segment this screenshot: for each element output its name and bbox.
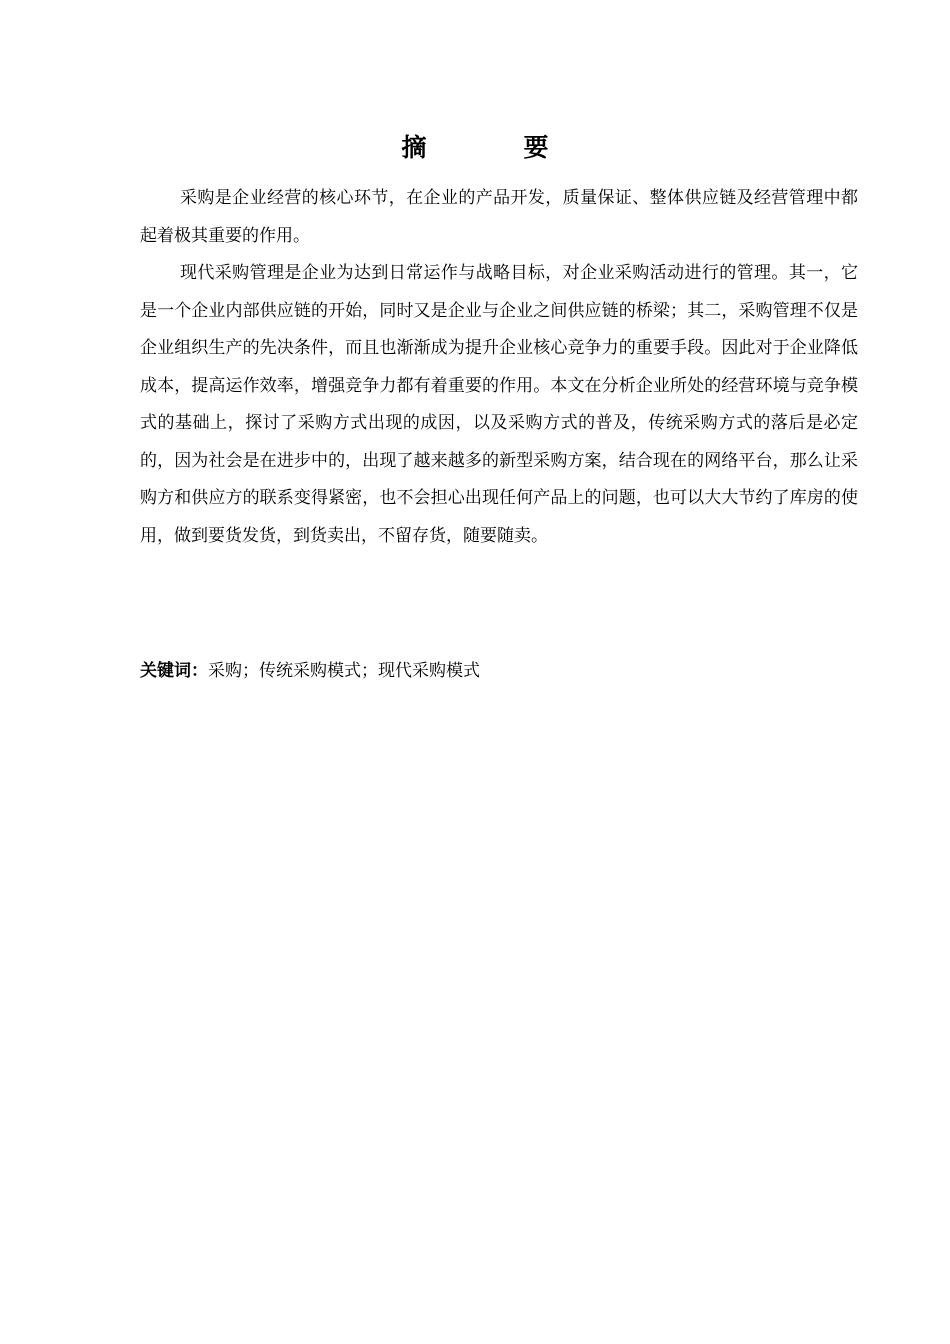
keywords-value: 采购；传统采购模式；现代采购模式 [208,661,480,681]
abstract-body [140,180,858,555]
abstract-paragraph-1: 采购是企业经营的核心环节，在企业的产品开发，质量保证、整体供应链及经营管理中都起着极其重要的作用。 [140,188,858,246]
page-title: 摘 要 [401,133,585,162]
abstract-paragraph-2: 现代采购管理是企业为达到日常运作与战略目标，对企业采购活动进行的管理。其一，它是一个企业内部供应链的开始，同时又是企业与企业之间供应链的桥梁；其二，采购管理不仅是企业组织生产的先决条件，而且也渐渐成为提升企业核心竞争力的重要手段。因此对于企业降低成本，提高运作效率，增强竞争力都有着重要的作用。本文在分析企业所处的经营环境与竞争模式的基础上，探讨了采购方式出现的成因，以及采购方式的普及，传统采购方式的落后是必定的，因为社会是在进步中的，出现了越来越多的新型采购方案，结合现在的网络平台，那么让采购方和供应方的联系变得紧密，也不会担心出现任何产品上的问题，也可以大大节约了库房的使用，做到要货发货，到货卖出，不留存货，随要随卖。 [140,263,858,546]
keywords-label: 关键词： [140,661,208,681]
keywords-line [140,653,858,690]
